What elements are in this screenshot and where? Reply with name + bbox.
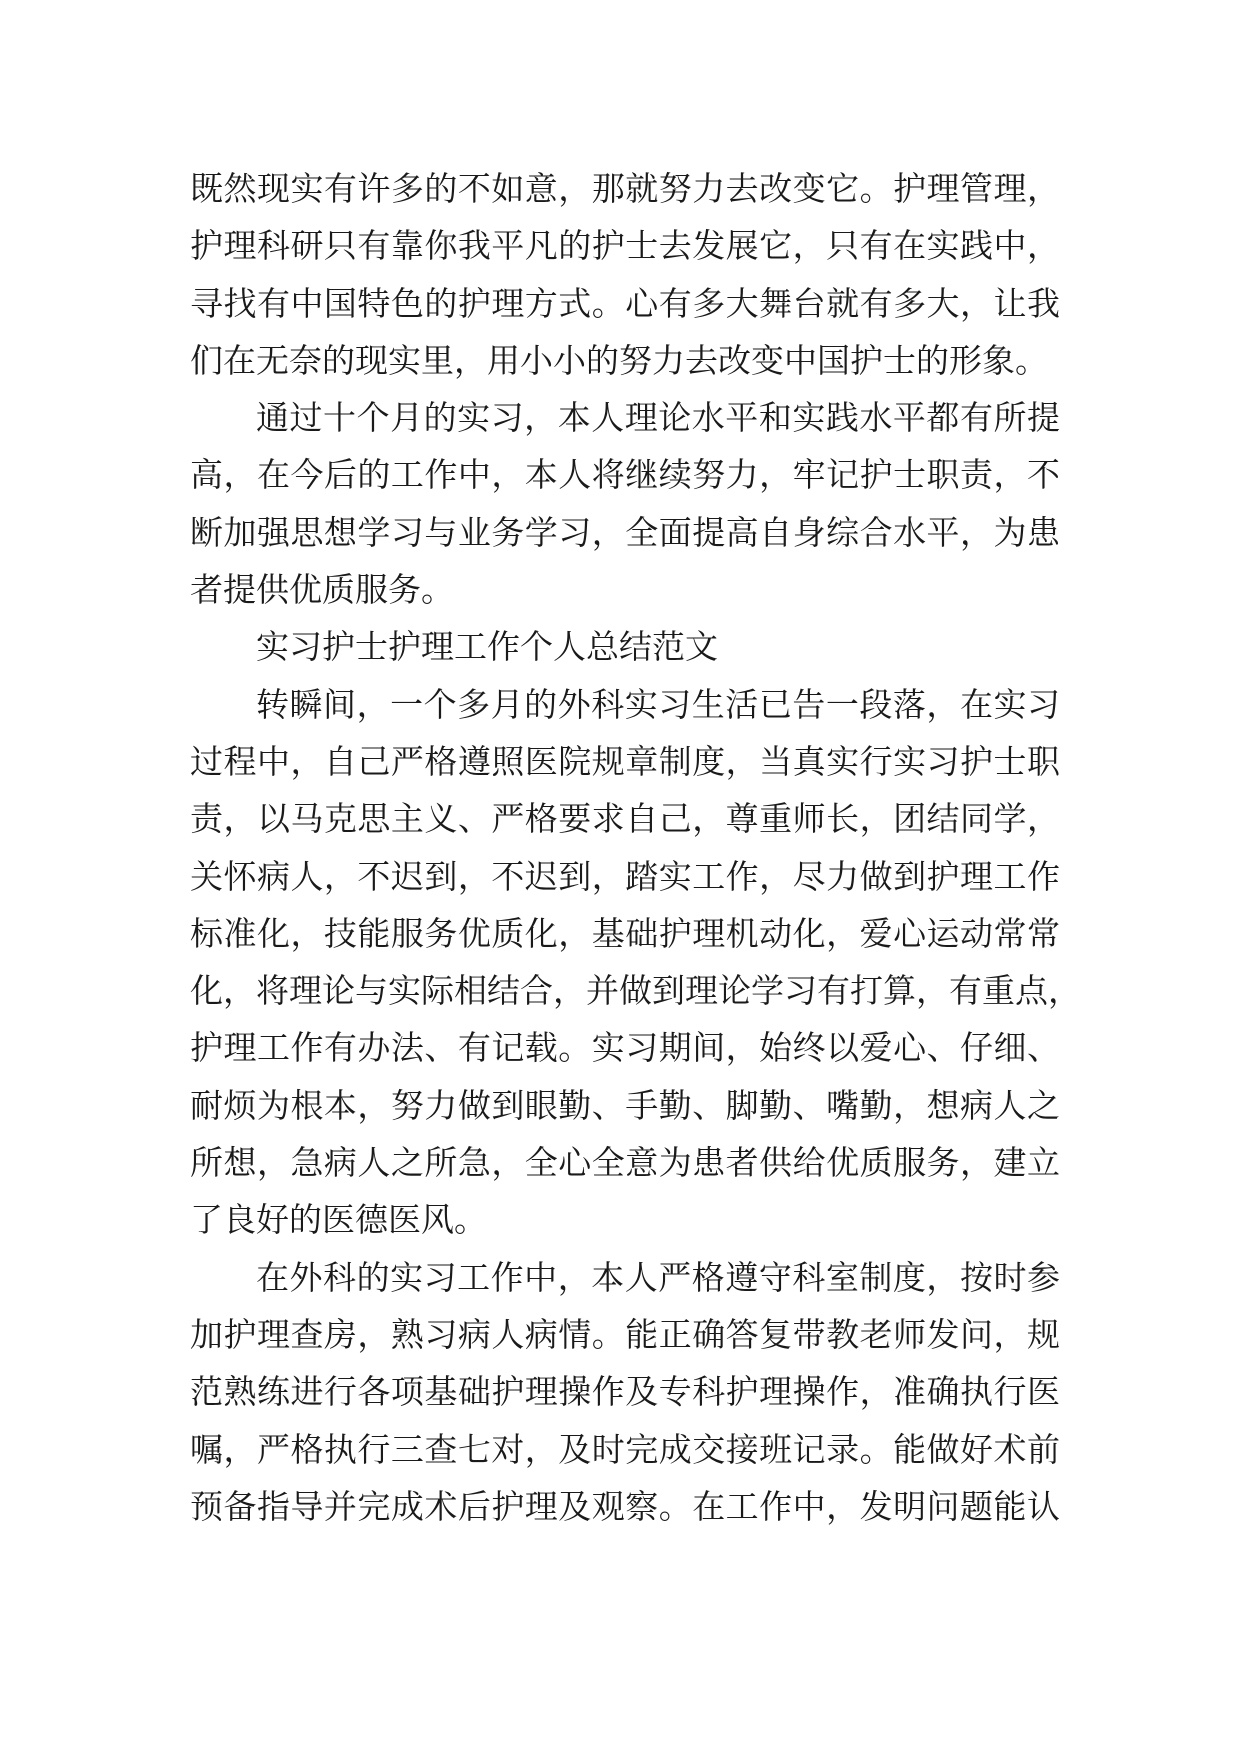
text-line: 转瞬间，一个多月的外科实习生活已告一段落，在实习 (256, 684, 1060, 724)
text-line: 责，以马克思主义、严格要求自己，尊重师长，团结同学， (190, 799, 1060, 839)
text-line: 过程中，自己严格遵照医院规章制度，当真实行实习护士职 (190, 741, 1060, 781)
text-line: 在外科的实习工作中，本人严格遵守科室制度，按时参 (256, 1257, 1060, 1297)
text-line: 关怀病人，不迟到，不迟到，踏实工作，尽力做到护理工作 (190, 856, 1060, 896)
text-line: 嘱，严格执行三查七对，及时完成交接班记录。能做好术前 (190, 1429, 1060, 1469)
text-line: 们在无奈的现实里，用小小的努力去改变中国护士的形象。 (190, 340, 1048, 380)
document-body (190, 160, 1081, 1535)
text-line: 标准化，技能服务优质化，基础护理机动化，爱心运动常常 (190, 913, 1060, 953)
text-line: 既然现实有许多的不如意，那就努力去改变它。护理管理， (190, 169, 1060, 208)
text-line: 护理工作有办法、有记载。实习期间，始终以爱心、仔细、 (190, 1028, 1060, 1068)
text-line: 实习护士护理工作个人总结范文 (256, 627, 718, 667)
text-line: 寻找有中国特色的护理方式。心有多大舞台就有多大，让我 (190, 283, 1060, 323)
text-line: 护理科研只有靠你我平凡的护士去发展它，只有在实践中， (190, 226, 1060, 266)
text-line: 化，将理论与实际相结合，并做到理论学习有打算，有重点， (190, 971, 1081, 1011)
text-line: 通过十个月的实习，本人理论水平和实践水平都有所提 (256, 398, 1060, 438)
text-line: 预备指导并完成术后护理及观察。在工作中，发明问题能认 (190, 1486, 1060, 1526)
text-line: 断加强思想学习与业务学习，全面提高自身综合水平，为患 (190, 512, 1060, 552)
text-line: 范熟练进行各项基础护理操作及专科护理操作，准确执行医 (190, 1372, 1060, 1412)
text-line: 加护理查房，熟习病人病情。能正确答复带教老师发问，规 (190, 1314, 1060, 1354)
text-line: 所想，急病人之所急，全心全意为患者供给优质服务，建立 (190, 1143, 1060, 1183)
text-line: 了良好的医德医风。 (190, 1200, 487, 1240)
text-line: 耐烦为根本，努力做到眼勤、手勤、脚勤、嘴勤，想病人之 (190, 1085, 1060, 1125)
text-line: 者提供优质服务。 (190, 570, 454, 610)
text-line: 高，在今后的工作中，本人将继续努力，牢记护士职责，不 (190, 455, 1060, 495)
